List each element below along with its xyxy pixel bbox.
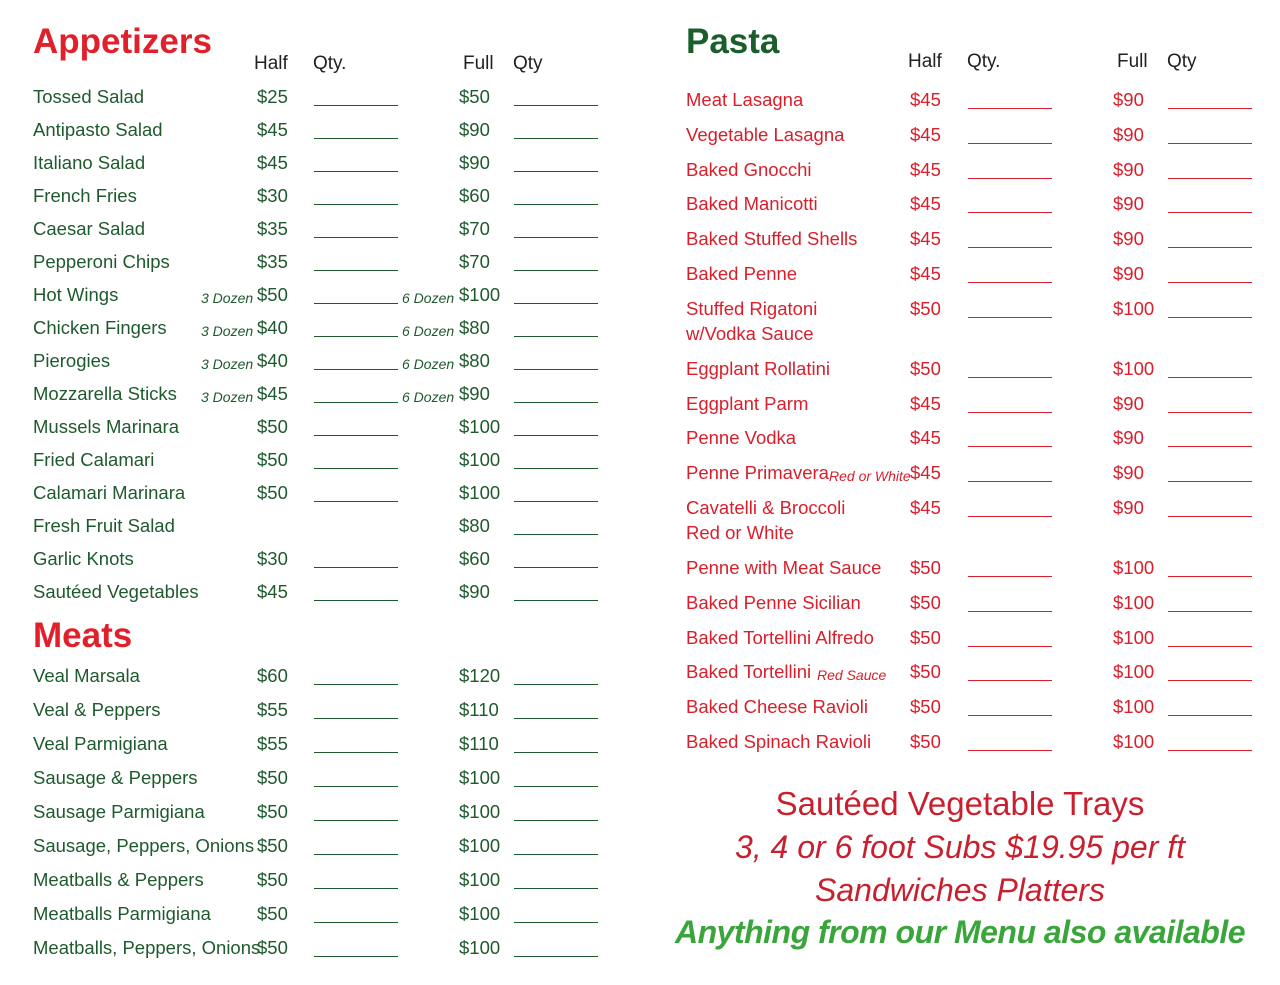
half-qty-line[interactable] (968, 750, 1052, 751)
menu-item-row (0, 283, 640, 316)
half-price: $45 (910, 497, 941, 518)
half-portion-note: 3 Dozen (201, 356, 254, 372)
full-qty-line[interactable] (1168, 178, 1252, 179)
menu-item-row (0, 184, 640, 217)
menu-item-row (0, 349, 640, 382)
half-qty-line[interactable] (314, 752, 398, 753)
menu-item-row (640, 158, 1280, 191)
half-price: $35 (257, 218, 288, 239)
full-price: $90 (1113, 123, 1144, 145)
appetizers-qty-full-header: Qty (513, 53, 543, 74)
item-name: Italiano Salad (33, 152, 146, 173)
half-price: $50 (910, 357, 941, 379)
full-price: $110 (459, 699, 499, 720)
full-price: $100 (459, 482, 501, 503)
full-qty-line[interactable] (514, 534, 598, 535)
item-name: Sautéed Vegetables (33, 581, 199, 602)
half-price: $35 (257, 251, 288, 272)
full-qty-line[interactable] (514, 600, 598, 601)
pasta-qty-half-header: Qty. (967, 51, 1001, 72)
menu-item-row (0, 514, 640, 547)
item-name-second-line: Red or White (686, 522, 794, 543)
item-name: Baked Tortellini (686, 661, 812, 683)
full-qty-line[interactable] (1168, 317, 1252, 318)
full-price: $70 (459, 251, 490, 272)
menu-item-row (0, 382, 640, 415)
half-price: $50 (257, 767, 288, 788)
half-price: $45 (257, 383, 288, 404)
full-portion-note: 6 Dozen (402, 356, 455, 372)
half-qty-line[interactable] (968, 576, 1052, 577)
item-name: Sausage & Peppers (33, 767, 198, 788)
half-qty-line[interactable] (314, 435, 398, 436)
full-qty-line[interactable] (514, 786, 598, 787)
menu-item-row (0, 85, 640, 118)
menu-item-row (640, 123, 1280, 156)
half-qty-line[interactable] (968, 212, 1052, 213)
item-name: Vegetable Lasagna (686, 123, 845, 145)
full-qty-line[interactable] (1168, 108, 1252, 109)
half-price: $30 (257, 185, 288, 206)
item-name: Garlic Knots (33, 548, 134, 569)
item-name: Pierogies (33, 350, 111, 371)
full-qty-line[interactable] (514, 468, 598, 469)
item-name: Sausage Parmigiana (33, 801, 205, 822)
item-name: Fried Calamari (33, 449, 155, 470)
half-price: $50 (257, 835, 288, 856)
full-price: $90 (459, 383, 490, 404)
half-qty-line[interactable] (968, 646, 1052, 647)
full-price: $100 (459, 416, 501, 437)
full-qty-line[interactable] (514, 956, 598, 957)
half-price: $45 (910, 158, 941, 180)
menu-item-row (0, 580, 640, 613)
half-qty-line[interactable] (968, 412, 1052, 413)
full-price: $60 (459, 548, 490, 569)
full-price: $70 (459, 218, 490, 239)
menu-item-row (0, 698, 640, 731)
item-name: Antipasto Salad (33, 119, 163, 140)
full-qty-line[interactable] (514, 752, 598, 753)
half-price: $50 (910, 696, 941, 718)
full-price: $100 (459, 869, 501, 890)
item-name: Mussels Marinara (33, 416, 179, 437)
half-qty-line[interactable] (314, 718, 398, 719)
item-name: Veal Marsala (33, 665, 140, 686)
menu-item-row (640, 730, 1280, 763)
menu-item-row (0, 800, 640, 833)
half-qty-line[interactable] (968, 377, 1052, 378)
item-name: Meatballs Parmigiana (33, 903, 211, 924)
full-qty-line[interactable] (514, 336, 598, 337)
half-price: $40 (257, 317, 288, 338)
full-price: $110 (459, 733, 499, 754)
menu-item-row (640, 461, 1280, 494)
full-qty-line[interactable] (1168, 611, 1252, 612)
item-name: French Fries (33, 185, 137, 206)
menu-item-row (640, 591, 1280, 624)
half-qty-line[interactable] (314, 171, 398, 172)
item-name: Veal Parmigiana (33, 733, 168, 754)
full-qty-line[interactable] (1168, 715, 1252, 716)
half-price: $45 (910, 462, 941, 484)
item-name: Penne with Meat Sauce (686, 557, 882, 578)
full-price: $100 (1113, 626, 1155, 648)
full-qty-line[interactable] (514, 270, 598, 271)
pasta-half-header: Half (908, 51, 942, 72)
full-qty-line[interactable] (1168, 247, 1252, 248)
item-name: Penne Vodka (686, 427, 797, 449)
menu-item-row (640, 695, 1280, 728)
promo-vegetable-trays: Sautéed Vegetable Trays (775, 785, 1145, 822)
full-qty-line[interactable] (514, 820, 598, 821)
full-qty-line[interactable] (514, 684, 598, 685)
half-qty-line[interactable] (314, 567, 398, 568)
full-qty-line[interactable] (1168, 282, 1252, 283)
half-price: $50 (910, 591, 941, 613)
half-price: $45 (910, 193, 941, 215)
half-qty-line[interactable] (968, 481, 1052, 482)
half-qty-line[interactable] (968, 108, 1052, 109)
half-qty-line[interactable] (968, 516, 1052, 517)
item-name: Baked Penne (686, 263, 798, 284)
full-price: $100 (1113, 661, 1155, 683)
half-price: $50 (257, 284, 288, 305)
half-price: $50 (910, 661, 941, 683)
full-qty-line[interactable] (1168, 750, 1252, 751)
full-price: $120 (459, 665, 501, 686)
full-price: $100 (459, 284, 501, 305)
full-price: $90 (1113, 263, 1144, 284)
half-qty-line[interactable] (968, 247, 1052, 248)
half-qty-line[interactable] (314, 204, 398, 205)
menu-item-row (640, 392, 1280, 425)
menu-item-row (0, 118, 640, 151)
half-qty-line[interactable] (968, 143, 1052, 144)
half-qty-line[interactable] (314, 237, 398, 238)
half-qty-line[interactable] (968, 680, 1052, 681)
appetizers-half-header: Half (254, 53, 288, 74)
full-price: $90 (1113, 427, 1144, 449)
meats-title: Meats (33, 616, 133, 655)
half-price: $50 (257, 801, 288, 822)
item-name: Baked Tortellini Alfredo (686, 626, 874, 648)
menu-item-row (0, 936, 640, 969)
item-name: Stuffed Rigatoni (686, 297, 818, 319)
half-qty-line[interactable] (968, 178, 1052, 179)
full-qty-line[interactable] (1168, 143, 1252, 144)
half-price: $30 (257, 548, 288, 569)
full-qty-line[interactable] (1168, 212, 1252, 213)
pasta-qty-full-header: Qty (1167, 51, 1197, 72)
half-qty-line[interactable] (314, 854, 398, 855)
full-portion-note: 6 Dozen (402, 389, 455, 405)
full-price: $90 (1113, 462, 1144, 484)
half-qty-line[interactable] (314, 888, 398, 889)
promo-sandwich-platters: Sandwiches Platters (815, 872, 1105, 908)
full-price: $90 (1113, 392, 1144, 414)
item-name: Eggplant Rollatini (686, 357, 830, 379)
item-name: Caesar Salad (33, 218, 146, 239)
full-price: $90 (1113, 158, 1144, 180)
full-price: $80 (459, 515, 490, 536)
half-qty-line[interactable] (314, 786, 398, 787)
menu-item-row (0, 902, 640, 935)
half-qty-line[interactable] (314, 922, 398, 923)
menu-item-row (640, 496, 1280, 543)
full-qty-line[interactable] (514, 237, 598, 238)
half-qty-line[interactable] (314, 270, 398, 271)
full-qty-line[interactable] (514, 567, 598, 568)
half-qty-line[interactable] (314, 369, 398, 370)
half-price: $60 (257, 665, 288, 686)
full-price: $60 (459, 185, 490, 206)
item-name: Fresh Fruit Salad (33, 515, 175, 536)
half-price: $50 (257, 937, 288, 958)
full-price: $90 (1113, 193, 1144, 215)
full-qty-line[interactable] (1168, 481, 1252, 482)
full-price: $100 (459, 801, 501, 822)
half-qty-line[interactable] (314, 600, 398, 601)
full-price: $50 (459, 86, 490, 107)
half-price: $50 (910, 557, 941, 578)
full-qty-line[interactable] (514, 888, 598, 889)
menu-item-row (640, 660, 1280, 693)
item-name: Baked Spinach Ravioli (686, 731, 872, 752)
half-price: $50 (257, 449, 288, 470)
half-price: $50 (257, 903, 288, 924)
pasta-full-header: Full (1117, 51, 1148, 72)
item-name: Baked Stuffed Shells (686, 228, 858, 250)
full-qty-line[interactable] (514, 435, 598, 436)
menu-item-row (640, 192, 1280, 225)
menu-item-row (640, 426, 1280, 459)
half-qty-line[interactable] (314, 684, 398, 685)
half-qty-line[interactable] (314, 138, 398, 139)
full-qty-line[interactable] (514, 922, 598, 923)
menu-item-row (0, 316, 640, 349)
item-name: Meat Lasagna (686, 89, 804, 110)
half-price: $50 (257, 869, 288, 890)
half-price: $45 (910, 263, 941, 284)
half-qty-line[interactable] (314, 303, 398, 304)
item-name-second-line: w/Vodka Sauce (686, 322, 814, 344)
item-name: Meatballs, Peppers, Onions (33, 937, 261, 958)
menu-item-row (640, 357, 1280, 390)
half-qty-line[interactable] (314, 105, 398, 106)
half-price: $50 (910, 731, 941, 752)
menu-item-row (0, 732, 640, 765)
full-portion-note: 6 Dozen (402, 290, 455, 306)
half-price: $45 (910, 228, 941, 250)
menu-item-row (0, 547, 640, 580)
full-price: $90 (1113, 497, 1144, 518)
half-qty-line[interactable] (314, 468, 398, 469)
half-portion-note: 3 Dozen (201, 389, 254, 405)
half-price: $40 (257, 350, 288, 371)
full-qty-line[interactable] (1168, 446, 1252, 447)
menu-item-row (0, 664, 640, 697)
menu-item-row (640, 88, 1280, 121)
full-qty-line[interactable] (514, 718, 598, 719)
menu-item-row (640, 556, 1280, 589)
half-price: $50 (257, 416, 288, 437)
menu-item-row (640, 297, 1280, 344)
menu-item-row (0, 834, 640, 867)
half-price: $55 (257, 699, 288, 720)
full-price: $100 (459, 835, 501, 856)
item-name: Calamari Marinara (33, 482, 186, 503)
item-name: Meatballs & Peppers (33, 869, 204, 890)
half-price: $45 (257, 119, 288, 140)
full-qty-line[interactable] (514, 303, 598, 304)
full-qty-line[interactable] (1168, 646, 1252, 647)
half-price: $25 (257, 86, 288, 107)
menu-item-row (0, 766, 640, 799)
item-name: Baked Cheese Ravioli (686, 696, 869, 718)
appetizers-title: Appetizers (33, 22, 212, 61)
item-name: Mozzarella Sticks (33, 383, 177, 404)
half-qty-line[interactable] (968, 317, 1052, 318)
menu-item-row (640, 227, 1280, 260)
item-name: Penne Primavera (686, 462, 829, 484)
half-qty-line[interactable] (314, 336, 398, 337)
item-name: Hot Wings (33, 284, 119, 305)
full-qty-line[interactable] (514, 854, 598, 855)
promo-anything-available: Anything from our Menu also available (674, 914, 1246, 950)
full-price: $80 (459, 350, 490, 371)
item-note: Red or White (829, 468, 911, 485)
full-price: $100 (459, 449, 501, 470)
promo-subs: 3, 4 or 6 foot Subs $19.95 per ft (734, 829, 1186, 865)
full-qty-line[interactable] (1168, 516, 1252, 517)
full-qty-line[interactable] (514, 171, 598, 172)
half-qty-line[interactable] (968, 715, 1052, 716)
full-price: $80 (459, 317, 490, 338)
pasta-title: Pasta (686, 22, 780, 61)
item-name: Baked Penne Sicilian (686, 591, 861, 613)
half-portion-note: 3 Dozen (201, 290, 254, 306)
item-name: Chicken Fingers (33, 317, 167, 338)
item-name: Pepperoni Chips (33, 251, 170, 272)
item-name: Cavatelli & Broccoli (686, 497, 846, 518)
half-price: $45 (910, 427, 941, 449)
half-price: $50 (910, 626, 941, 648)
full-price: $100 (459, 903, 501, 924)
full-price: $100 (1113, 731, 1155, 752)
half-qty-line[interactable] (314, 402, 398, 403)
half-price: $45 (910, 89, 941, 110)
item-name: Sausage, Peppers, Onions (33, 835, 255, 856)
item-name: Baked Gnocchi (686, 158, 812, 180)
half-price: $45 (910, 392, 941, 414)
menu-item-row (640, 262, 1280, 295)
full-price: $90 (459, 581, 490, 602)
appetizers-qty-half-header: Qty. (313, 53, 347, 74)
full-qty-line[interactable] (1168, 576, 1252, 577)
item-name: Baked Manicotti (686, 193, 818, 215)
full-price: $100 (1113, 591, 1155, 613)
item-name: Veal & Peppers (33, 699, 161, 720)
full-qty-line[interactable] (514, 105, 598, 106)
menu-item-row (0, 481, 640, 514)
menu-item-row (0, 868, 640, 901)
half-qty-line[interactable] (968, 282, 1052, 283)
full-price: $90 (1113, 228, 1144, 250)
half-price: $45 (910, 123, 941, 145)
menu-item-row (0, 151, 640, 184)
menu-item-row (0, 448, 640, 481)
full-price: $90 (1113, 89, 1144, 110)
half-price: $50 (910, 297, 941, 319)
menu-item-row (0, 217, 640, 250)
full-qty-line[interactable] (514, 204, 598, 205)
half-qty-line[interactable] (968, 611, 1052, 612)
item-name: Tossed Salad (33, 86, 145, 107)
half-price: $55 (257, 733, 288, 754)
full-qty-line[interactable] (514, 501, 598, 502)
full-price: $90 (459, 119, 490, 140)
full-price: $100 (459, 937, 501, 958)
appetizers-full-header: Full (463, 53, 494, 74)
item-note: Red Sauce (817, 667, 887, 684)
full-qty-line[interactable] (1168, 377, 1252, 378)
full-price: $100 (1113, 357, 1155, 379)
half-qty-line[interactable] (968, 446, 1052, 447)
full-price: $100 (459, 767, 501, 788)
menu-item-row (640, 626, 1280, 659)
half-qty-line[interactable] (314, 501, 398, 502)
full-qty-line[interactable] (1168, 680, 1252, 681)
full-price: $90 (459, 152, 490, 173)
menu-item-row (0, 415, 640, 448)
half-price: $50 (257, 482, 288, 503)
full-qty-line[interactable] (1168, 412, 1252, 413)
full-price: $100 (1113, 696, 1155, 718)
full-qty-line[interactable] (514, 402, 598, 403)
half-qty-line[interactable] (314, 956, 398, 957)
half-qty-line[interactable] (314, 820, 398, 821)
half-price: $45 (257, 152, 288, 173)
full-portion-note: 6 Dozen (402, 323, 455, 339)
full-price: $100 (1113, 557, 1155, 578)
item-name: Eggplant Parm (686, 392, 809, 414)
half-portion-note: 3 Dozen (201, 323, 254, 339)
full-price: $100 (1113, 297, 1155, 319)
full-qty-line[interactable] (514, 369, 598, 370)
half-price: $45 (257, 581, 288, 602)
menu-item-row (0, 250, 640, 283)
full-qty-line[interactable] (514, 138, 598, 139)
